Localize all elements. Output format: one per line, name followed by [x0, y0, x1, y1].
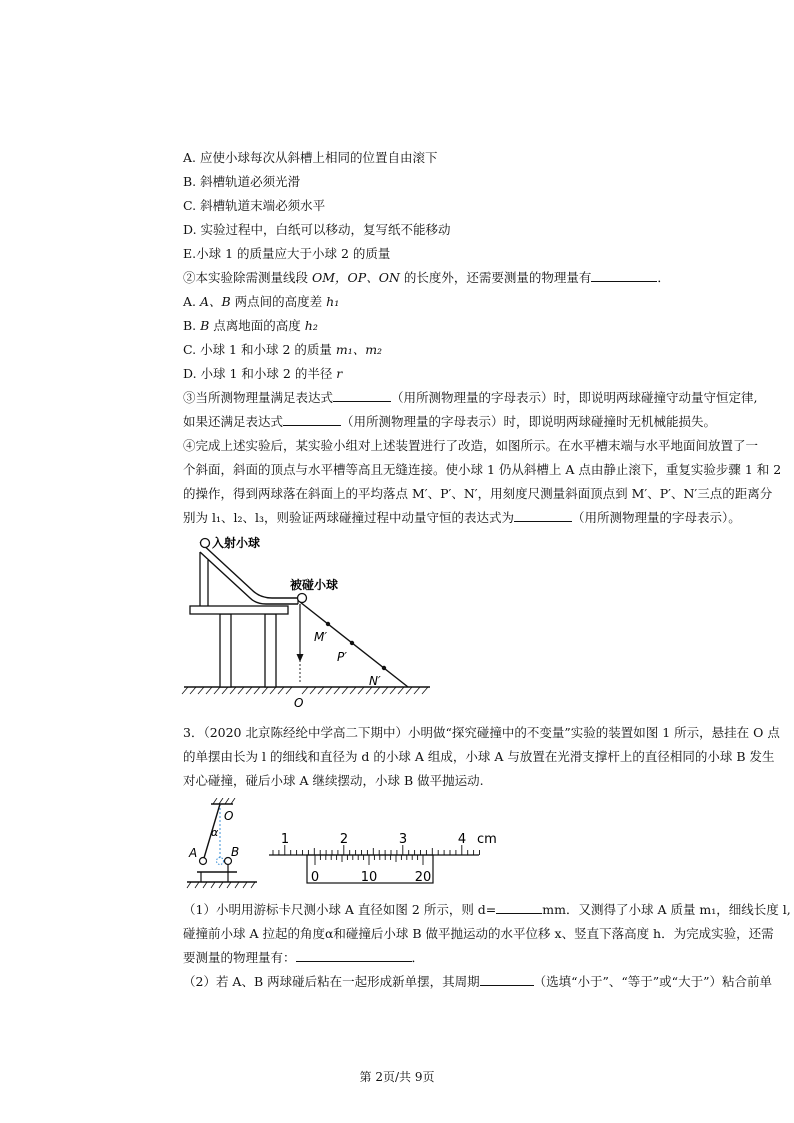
answer-blank	[296, 950, 412, 962]
n-prime-label: N′	[369, 674, 381, 688]
q2-b-var: B	[200, 318, 210, 333]
question-2-stem	[183, 270, 670, 286]
q2-option-d	[183, 366, 342, 382]
sub1-l1-a: （1）小明用游标卡尺测小球 A 直径如图 2 所示，则 d=	[183, 902, 497, 917]
option-d: D. 实验过程中，白纸可以移动，复写纸不能移动	[183, 222, 451, 237]
answer-blank	[480, 974, 534, 986]
q3-line-2	[183, 414, 716, 430]
q2-a-prefix: A.	[183, 294, 200, 309]
q2-c-sym: m₁、m₂	[335, 342, 383, 357]
sub2-l1-a: （2）若 A、B 两球碰后粘在一起形成新单摆，其周期	[183, 974, 480, 989]
problem-3-line-3: 对心碰撞，碰后小球 A 继续摆动，小球 B 做平抛运动.	[183, 773, 484, 788]
q4-line-1: ④完成上述实验后，某实验小组对上述装置进行了改造，如图所示。在水平槽末端与水平地面间放置了一	[183, 438, 759, 453]
page-footer: 第 2页/共 9页	[359, 1070, 435, 1084]
main-scale-4: 4	[457, 832, 467, 847]
q3-l1-b: （用所测物理量的字母表示）时，即说明两球碰撞守动量守恒定律,	[391, 390, 758, 405]
q2-end: ．	[657, 270, 670, 285]
q2-d-text: D. 小球 1 和小球 2 的半径	[183, 366, 337, 381]
q2-b-text: 点离地面的高度	[209, 318, 305, 333]
q3-l2-a: 如果还满足表达式	[183, 414, 284, 429]
option-c: C. 斜槽轨道末端必须水平	[183, 198, 326, 213]
problem-3-line-1: 3．（2020 北京陈经纶中学高二下期中）小明做“探究碰撞中的不变量”实验的装置如图 1 所示，悬挂在 O 点	[183, 725, 780, 740]
answer-blank	[591, 270, 657, 282]
target-ball-label: 被碰小球	[290, 578, 339, 592]
answer-blank	[283, 414, 341, 426]
answer-blank	[514, 510, 572, 522]
vernier-scale-0: 0	[310, 870, 320, 885]
sub1-line-2: 碰撞前小球 A 拉起的角度α和碰撞后小球 B 做平抛运动的水平位移 x、竖直下落高度 h．为完成实验，还需	[183, 926, 774, 941]
sub1-l3-a: 要测量的物理量有：	[183, 950, 296, 965]
sub1-line-1	[183, 902, 791, 918]
q2-b-prefix: B.	[183, 318, 201, 333]
unit-cm: cm	[477, 832, 497, 847]
q2-suffix: 的长度外，还需要测量的物理量有	[399, 270, 592, 285]
incident-ball-label: 入射小球	[212, 536, 261, 550]
q2-c-text: C. 小球 1 和小球 2 的质量	[183, 342, 336, 357]
option-b: B. 斜槽轨道必须光滑	[183, 174, 301, 189]
q2-a-sym: h₁	[326, 294, 340, 309]
option-e: E.小球 1 的质量应大于小球 2 的质量	[183, 246, 391, 261]
q4-line-2: 个斜面，斜面的顶点与水平槽等高且无缝连接。使小球 1 仍从斜槽上 A 点由静止滚下，重复实验步骤 1 和 2	[183, 462, 782, 477]
main-scale-1: 1	[280, 832, 290, 847]
q2-option-a	[183, 294, 339, 310]
m-prime-label: M′	[314, 630, 328, 644]
option-a: A. 应使小球每次从斜槽上相同的位置自由滚下	[183, 150, 438, 165]
q2-a-text: 两点间的高度差	[230, 294, 327, 309]
answer-blank	[496, 902, 542, 914]
sub1-line-3	[183, 950, 424, 966]
q3-l1-a: ③当所测物理量满足表达式	[183, 390, 334, 405]
sub2-line-1	[183, 974, 772, 990]
main-scale-2: 2	[339, 832, 349, 847]
pendulum-figure	[183, 798, 263, 893]
q4-l4-a: 别为 l₁、l₂、l₃，则验证两球碰撞过程中动量守恒的表达式为	[183, 510, 515, 525]
sub1-l1-b: mm．又测得了小球 A 质量 m₁，细线长度 l,	[542, 902, 791, 917]
q3-l2-b: （用所测物理量的字母表示）时，即说明两球碰撞时无机械能损失。	[341, 414, 717, 429]
q2-option-b	[183, 318, 318, 334]
q2-prefix: ②本实验除需测量线段	[183, 270, 312, 285]
q4-line-4	[183, 510, 741, 526]
vernier-scale-10: 10	[360, 870, 378, 885]
p-prime-label: P′	[337, 650, 347, 664]
vernier-scale-20: 20	[414, 870, 432, 885]
origin-o-label: O	[294, 696, 304, 710]
alpha-label: α	[211, 826, 219, 839]
sub2-l1-b: （选填“小于”、“等于”或“大于”）粘合前单	[533, 974, 772, 989]
q3-line-1	[183, 390, 758, 406]
ball-a-label: A	[189, 846, 198, 860]
q4-l4-b: （用所测物理量的字母表示）。	[572, 510, 741, 525]
answer-blank	[333, 390, 391, 402]
main-scale-3: 3	[398, 832, 408, 847]
q2-segments: OM，OP、ON	[311, 270, 400, 285]
vernier-caliper-figure	[265, 825, 505, 887]
ramp-apparatus-figure	[180, 532, 435, 710]
pivot-o-label: O	[224, 809, 234, 823]
problem-3-line-2: 的单摆由长为 l 的细线和直径为 d 的小球 A 组成，小球 A 与放置在光滑支撑杆上的直径相同的小球 B 发生	[183, 749, 775, 764]
ball-b-label: B	[231, 845, 240, 859]
sub1-l3-b: ．	[411, 950, 425, 965]
q2-d-sym: r	[336, 366, 343, 381]
q2-b-sym: h₂	[304, 318, 318, 333]
q2-a-vars: A、B	[199, 294, 231, 309]
q4-line-3: 的操作，得到两球落在斜面上的平均落点 M′、P′、N′，用刻度尺测量斜面顶点到 M′、P′、N′三点的距离分	[183, 486, 773, 501]
q2-option-c	[183, 342, 382, 358]
